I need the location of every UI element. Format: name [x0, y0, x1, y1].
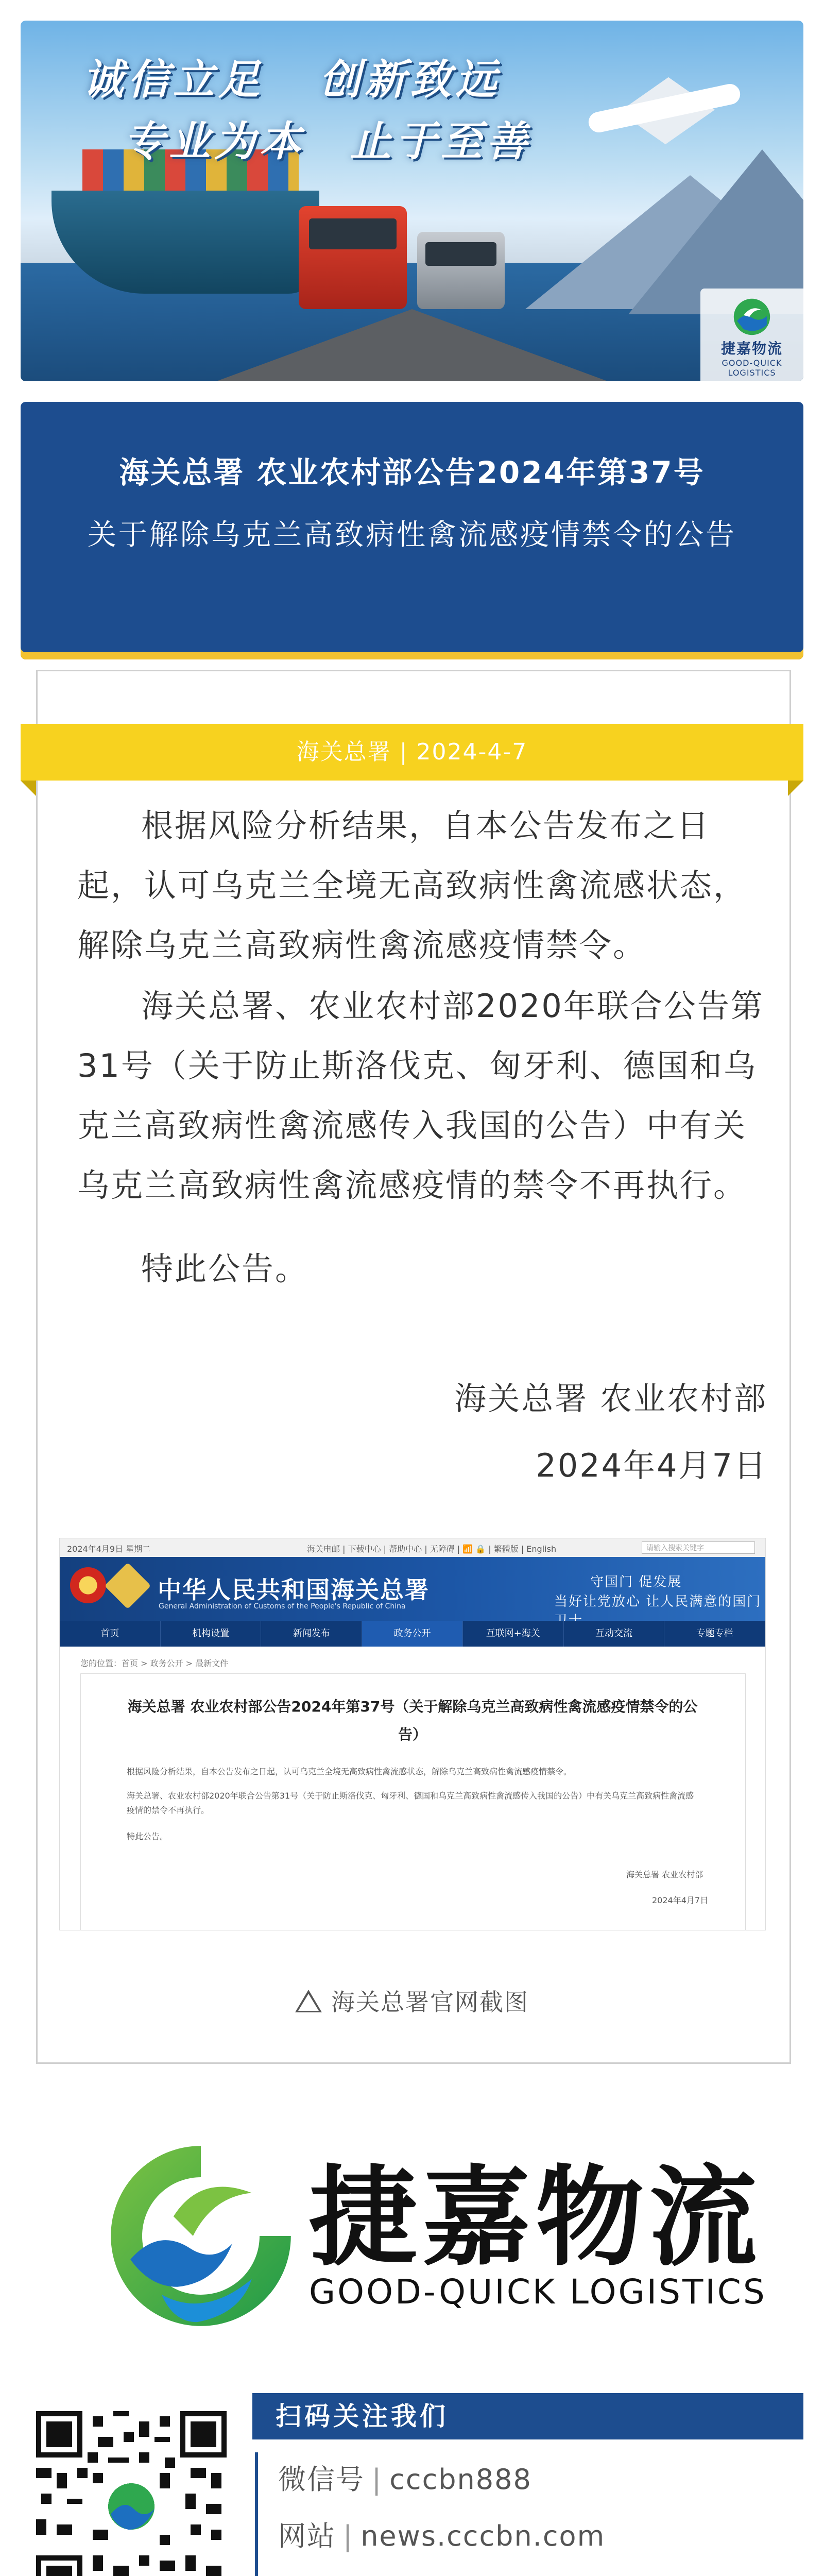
site-nav-item: 机构设置 [161, 1621, 262, 1647]
brand-logo-icon [731, 296, 772, 337]
hero-banner [21, 21, 803, 381]
site-article-date: 2024年4月7日 [652, 1895, 709, 1905]
article-signatory: 海关总署 农业农村部 [454, 1380, 767, 1417]
website-value: news.cccbn.com [360, 2520, 606, 2552]
caption-text: 海关总署官网截图 [331, 1988, 529, 2016]
site-date: 2024年4月9日 星期二 [67, 1544, 151, 1554]
screenshot-caption [36, 1984, 788, 2018]
wechat-value: cccbn888 [389, 2463, 532, 2496]
site-nav-item: 互联网+海关 [463, 1621, 564, 1647]
site-nav-item: 互动交流 [564, 1621, 665, 1647]
site-nav-item: 专题专栏 [664, 1621, 765, 1647]
red-truck [299, 206, 407, 309]
divider [255, 2452, 258, 2576]
customs-website-screenshot [59, 1538, 766, 1930]
site-slogan: 当好让党放心 让人民满意的国门 [554, 1594, 762, 1609]
wechat-row: 微信号 | cccbn888 [278, 2463, 532, 2496]
slogan-text: 止于至善 [350, 117, 531, 165]
site-top-links: 海关电邮 | 下载中心 | 帮助中心 | 无障碍 | 📶 🔒 | 繁體版 | English [307, 1544, 557, 1554]
ribbon-fold [21, 781, 36, 796]
brand-logo-icon [103, 2138, 299, 2334]
site-search-input: 请输入搜索关键字 [642, 1541, 755, 1554]
article-paragraph: 海关总署、农业农村部2020年联合公告第31号（关于防止斯洛伐克、匈牙利、德国和乌克兰高致病性禽流感传入我国的公告）中有关乌克兰高致病性禽流感疫情的禁令不再执行。 [77, 987, 764, 1204]
banner-logo-en: GOOD-QUICK LOGISTICS [722, 358, 782, 378]
site-article-paragraph: 特此公告。 [127, 1832, 168, 1841]
slogan-text: 专业为本 [124, 117, 305, 165]
site-breadcrumb: 您的位置：首页 > 政务公开 > 最新文件 [80, 1658, 229, 1668]
wechat-label: 微信号 [278, 2463, 365, 2496]
article-date: 2024年4月7日 [536, 1447, 767, 1484]
site-slogan: 守国门 促发展 [590, 1574, 682, 1590]
site-article-paragraph: 根据风险分析结果，自本公告发布之日起，认可乌克兰全境无高致病性禽流感状态，解除乌克兰高致病性禽流感疫情禁令。 [127, 1767, 572, 1776]
site-name-en: General Administration of Customs of the People's Republic of China [159, 1602, 406, 1611]
brand-name-en: GOOD-QUICK LOGISTICS [309, 2272, 767, 2312]
site-article-title: 海关总署 农业农村部公告2024年第37号（关于解除乌克兰高致病性禽流感疫情禁令的公告） [127, 1698, 698, 1743]
site-nav-item: 首页 [60, 1621, 161, 1647]
title-block [21, 402, 803, 659]
article-paragraph: 根据风险分析结果，自本公告发布之日起，认可乌克兰全境无高致病性禽流感状态，解除乌克兰高致病性禽流感疫情禁令。 [77, 807, 747, 964]
banner-logo-cn: 捷嘉物流 [720, 340, 783, 357]
slogan-text: 创新致远 [319, 55, 501, 104]
follow-label: 扫码关注我们 [276, 2401, 449, 2431]
source-date: 海关总署 | 2024-4-7 [296, 739, 528, 765]
website-label: 网站 [278, 2520, 336, 2552]
triangle-icon [295, 1990, 322, 2012]
qr-code-icon [36, 2411, 227, 2576]
article-paragraph: 特此公告。 [141, 1250, 309, 1287]
site-nav-item-active: 政务公开 [362, 1621, 463, 1647]
site-nav [60, 1621, 765, 1647]
silver-truck [417, 232, 505, 309]
road [216, 309, 608, 381]
site-article-signatory: 海关总署 农业农村部 [626, 1870, 703, 1879]
national-emblem-icon [70, 1567, 106, 1603]
meta-ribbon [21, 724, 803, 781]
site-topline [60, 1538, 765, 1557]
website-row: 网站 | news.cccbn.com [278, 2520, 606, 2552]
page-title: 海关总署 农业农村部公告2024年第37号 [119, 455, 705, 490]
ribbon-fold [788, 781, 803, 796]
site-article-paragraph: 海关总署、农业农村部2020年联合公告第31号（关于防止斯洛伐克、匈牙利、德国和乌克兰高致病性禽流感传入我国的公告）中有关乌克兰高致病性禽流感疫情的禁令不再执行。 [127, 1791, 694, 1815]
page-subtitle: 关于解除乌克兰高致病性禽流感疫情禁令的公告 [88, 518, 736, 552]
site-nav-item: 新闻发布 [261, 1621, 362, 1647]
site-name-cn: 中华人民共和国海关总署 [158, 1576, 430, 1604]
brand-name-cn: 捷嘉物流 [309, 2155, 763, 2281]
slogan-text: 诚信立足 [82, 55, 264, 104]
